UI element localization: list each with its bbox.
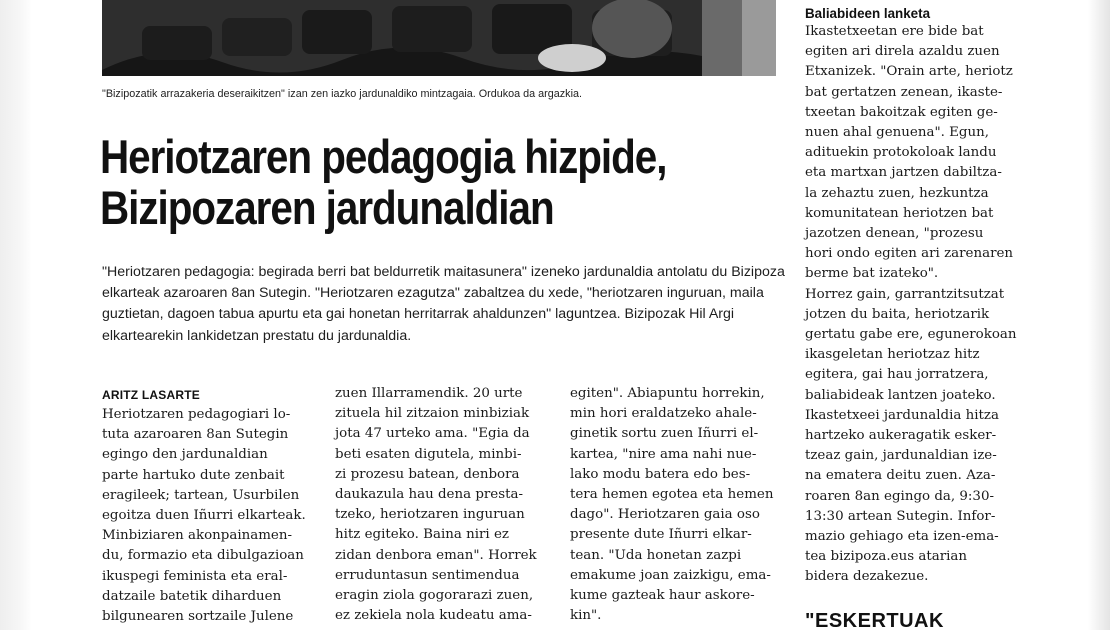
text-line: tzeaz gain, jardunaldian ize- [805, 448, 997, 464]
text-line: presente dute Iñurri elkar- [570, 527, 752, 543]
headline-line-1: Heriotzaren pedagogia hizpide, [100, 130, 667, 183]
text-line: min hori eraldatzeko ahale- [570, 406, 757, 422]
text-line: du, formazio eta dibulgazioan [102, 548, 304, 564]
text-line: ez zekiela nola kudeatu ama- [335, 608, 532, 624]
text-line: bilgunearen sortzaile Julene [102, 609, 294, 625]
text-line: Horrez gain, garrantzitsutzat [805, 286, 1005, 302]
sidebar-pull-quote: "ESKERTUAK [805, 610, 944, 632]
text-line: erruduntasun sentimendua [335, 567, 520, 583]
text-line: parte hartuko dute zenbait [102, 467, 285, 483]
text-line: tean. "Uda honetan zazpi [570, 547, 742, 563]
text-line: bidera dezakezue. [805, 569, 929, 585]
text-line: 13:30 artean Sutegin. Infor- [805, 508, 996, 524]
photo-caption: "Bizipozatik arrazakeria deseraikitzen" izan zen iazko jardunaldiko mintzagaia. Ordukoa da argazkia. [102, 88, 582, 100]
text-line: roaren 8an egingo da, 9:30- [805, 488, 994, 504]
text-line: txeetan bakoitzak egiten ge- [805, 104, 998, 120]
text-line: hartzeko aukeragatik esker- [805, 428, 997, 444]
text-line: ginetik sortu zuen Iñurri el- [570, 426, 759, 442]
text-line: tzeko, heriotzaren inguruan [335, 507, 525, 523]
text-line: ikasgeletan heriotzaz hitz [805, 347, 980, 363]
text-line: berme bat izateko". [805, 266, 939, 282]
text-line: kin". [570, 608, 602, 624]
text-line: egitera, gai hau jorratzera, [805, 367, 989, 383]
text-line: tea bizipoza.eus atarian [805, 549, 967, 565]
text-line: dago". Heriotzaren gaia oso [570, 507, 760, 523]
text-line: baliabideak lantzen joateko. [805, 387, 996, 403]
text-line: emakume joan zaizkigu, ema- [570, 567, 771, 583]
text-line: mazio gehiago eta izen-ema- [805, 529, 999, 545]
article-lede: "Heriotzaren pedagogia: begirada berri bat beldurretik maitasunera" izeneko jardunaldia antolatu du Bizipoza elkarteak azaroaren 8an Sutegin. "Heriotzaren ezagutza" zabaltzea du xede, "heriotzaren inguruan, maila guztietan, dagoen tabua apurtu eta gai honetan herritarrak ahaldunzen" laguntzea. Bizipozak Hil Argi elkartearekin lankidetzan prestatu du jardunaldia. [102, 264, 785, 344]
text-line: ikuspegi feminista eta eral- [102, 568, 288, 584]
headline-line-2: Bizipozaren jardunaldian [100, 181, 554, 234]
text-line: nuen ahal genuena". Egun, [805, 125, 989, 141]
text-line: zuen Illarramendik. 20 urte [335, 386, 523, 401]
text-line: hori ondo egiten ari zarenaren [805, 246, 1014, 262]
text-line: datzaile batetik diharduen [102, 588, 282, 604]
text-line: na ematera deitu zuen. Aza- [805, 468, 996, 484]
text-line: la zehaztu zuen, hezkuntza [805, 185, 989, 201]
text-line: egiten ari direla azaldu zuen [805, 44, 1000, 60]
text-line: tuta azaroaren 8an Sutegin [102, 427, 289, 443]
article-photo [102, 0, 776, 76]
text-line: Etxanizek. "Orain arte, heriotz [805, 64, 1013, 80]
text-line: jota 47 urteko ama. "Egia da [335, 426, 530, 442]
text-line: egiten". Abiapuntu horrekin, [570, 386, 765, 401]
page-edge-left [0, 0, 32, 630]
text-line: kume gazteak haur askore- [570, 588, 755, 604]
text-line: egoitza duen Iñurri elkarteak. [102, 508, 306, 524]
text-line: zi prozesu batean, denbora [335, 466, 520, 482]
text-line: bat gertatzen zenean, ikaste- [805, 84, 1003, 100]
text-line: eragin ziola gogorarazi zuen, [335, 588, 534, 604]
body-column-2 [335, 384, 545, 626]
text-line: tera hemen egotea eta hemen [570, 487, 774, 503]
text-line: eta martxan jartzen dabiltza- [805, 165, 1002, 181]
text-line: Minbiziaren akonpainamen- [102, 528, 292, 544]
text-line: hitz egiteko. Baina niri ez [335, 527, 509, 543]
text-line: zidan denbora eman". Horrek [335, 547, 537, 563]
sidebar-heading: Baliabideen lanketa [805, 6, 931, 21]
body-column-1 [102, 405, 310, 627]
text-line: Ikastetxeei jardunaldia hitza [805, 407, 999, 423]
body-column-3 [570, 384, 780, 626]
text-line: kartea, "nire ama nahi nue- [570, 446, 757, 462]
text-line: adituekin protokoloak landu [805, 145, 997, 161]
text-line: Heriotzaren pedagogiari lo- [102, 407, 291, 422]
text-line: zituela hil zitzaion minbiziak [335, 406, 530, 422]
text-line: komunitatean heriotzen bat [805, 205, 994, 221]
article-headline [100, 131, 702, 233]
text-line: jotzen du baita, heriotzarik [805, 306, 990, 322]
text-line: daukazula hau dena presta- [335, 487, 523, 503]
page-edge-right [1088, 0, 1110, 630]
sidebar-column [805, 22, 1017, 588]
text-line: eragileek; tartean, Usurbilen [102, 487, 300, 503]
text-line: gertatu gabe ere, egunerokoan [805, 327, 1017, 343]
text-line: beti esaten digutela, minbi- [335, 446, 522, 462]
text-line: Ikastetxeetan ere bide bat [805, 24, 984, 39]
text-line: egingo den jardunaldian [102, 447, 268, 463]
byline: ARITZ LASARTE [102, 388, 200, 402]
text-line: jazotzen denean, "prozesu [805, 226, 984, 242]
text-line: lako modu batera edo bes- [570, 466, 751, 482]
